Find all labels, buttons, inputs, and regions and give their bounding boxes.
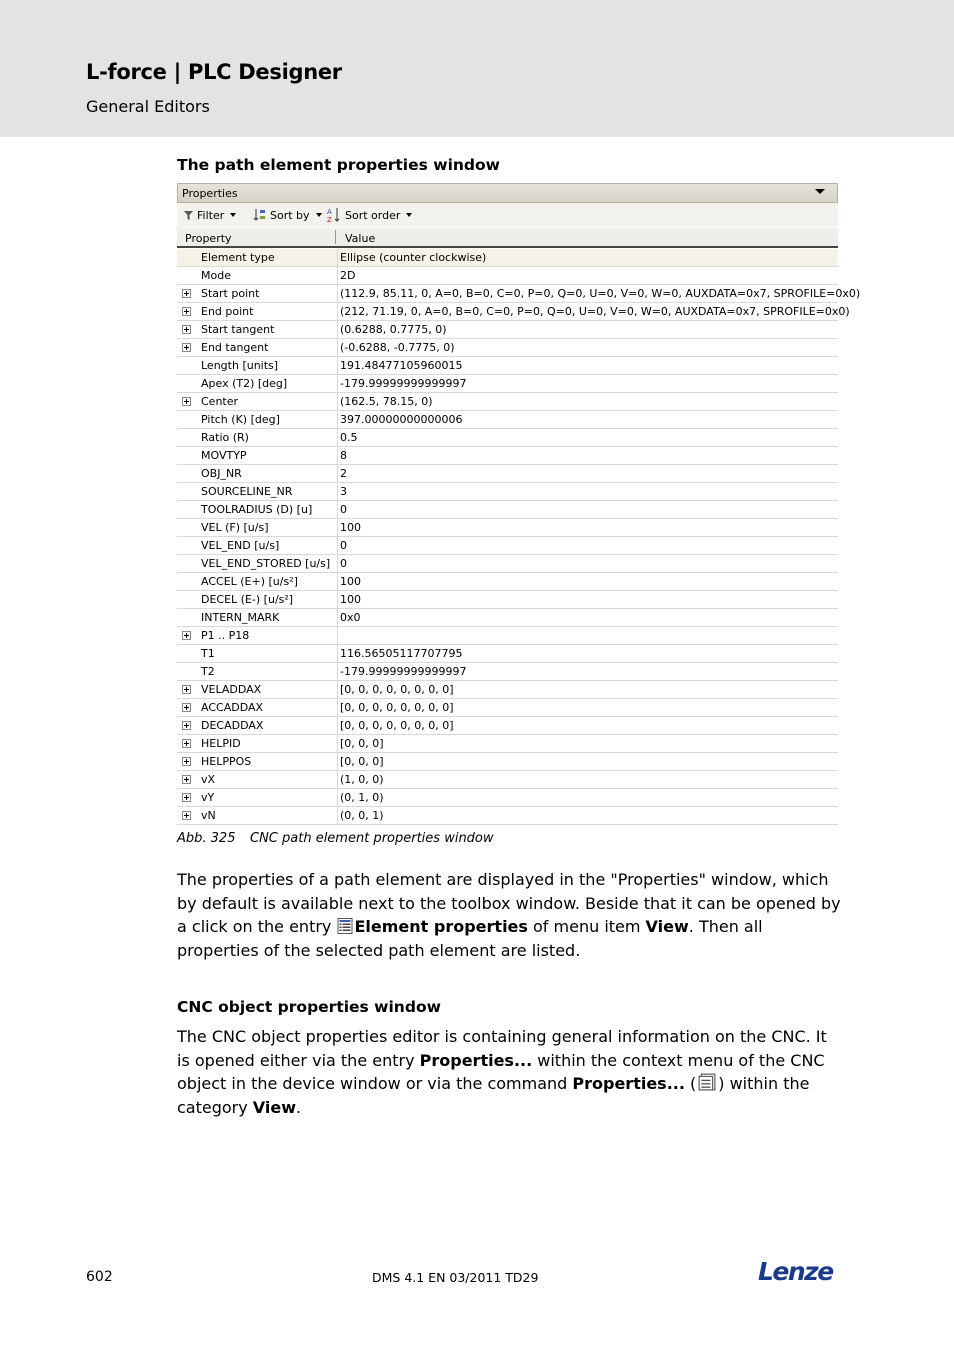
row-divider [337, 429, 338, 446]
sort-order-button[interactable] [326, 207, 412, 223]
property-name: Center [201, 395, 239, 408]
property-value[interactable]: (112.9, 85.11, 0, A=0, B=0, C=0, P=0, Q=0, U=0, V=0, W=0, AUXDATA=0x7, SPROFILE=0x0) [340, 287, 861, 300]
property-name: Mode [201, 269, 231, 282]
expand-icon[interactable] [182, 289, 191, 298]
property-value[interactable]: (0, 0, 1) [340, 809, 384, 822]
property-value[interactable]: 191.48477105960015 [340, 359, 463, 372]
property-value[interactable]: [0, 0, 0, 0, 0, 0, 0, 0] [340, 683, 454, 696]
filter-label: Filter [197, 208, 225, 222]
svg-text:Lenze: Lenze [758, 1257, 833, 1286]
property-value[interactable]: (0, 1, 0) [340, 791, 384, 804]
sort-order-label: Sort order [345, 208, 401, 222]
figure-caption [177, 831, 494, 846]
row-divider [337, 555, 338, 572]
caption-text: CNC path element properties window [250, 831, 494, 846]
paragraph-cnc-object [177, 1025, 842, 1119]
row-divider [337, 285, 338, 302]
property-row[interactable] [177, 699, 838, 717]
para1-bold-element-properties: Element properties [354, 917, 528, 936]
expand-icon[interactable] [182, 631, 191, 640]
property-name: vX [201, 773, 216, 786]
para2-bold-properties-1: Properties... [419, 1050, 533, 1070]
expand-icon[interactable] [182, 811, 191, 820]
property-value[interactable]: 0x0 [340, 611, 361, 624]
property-name: Length [units] [201, 359, 279, 372]
property-row[interactable] [177, 645, 838, 663]
para2-text-5: . [296, 1097, 302, 1117]
property-name: VELADDAX [201, 683, 262, 696]
column-header-row [177, 228, 838, 248]
expand-icon[interactable] [182, 793, 191, 802]
property-row[interactable] [177, 789, 838, 807]
property-name: ACCEL (E+) [u/s²] [201, 575, 298, 588]
property-row[interactable] [177, 375, 838, 393]
property-name: DECEL (E-) [u/s²] [201, 593, 294, 606]
property-name: Start tangent [201, 323, 275, 336]
expand-icon[interactable] [182, 721, 191, 730]
row-divider [337, 393, 338, 410]
dropdown-arrow-icon[interactable] [815, 189, 825, 194]
property-row[interactable] [177, 267, 838, 285]
row-divider [337, 699, 338, 716]
para1-text-2: of menu item [527, 917, 646, 936]
property-value[interactable]: -179.99999999999997 [340, 377, 467, 390]
property-row[interactable] [177, 807, 838, 825]
property-row[interactable] [177, 465, 838, 483]
property-row[interactable] [177, 411, 838, 429]
property-value[interactable]: [0, 0, 0] [340, 755, 384, 768]
property-value[interactable]: 8 [340, 449, 347, 462]
row-divider [337, 519, 338, 536]
property-name: Start point [201, 287, 260, 300]
property-row[interactable] [177, 663, 838, 681]
property-name: MOVTYP [201, 449, 247, 462]
property-name: SOURCELINE_NR [201, 485, 293, 498]
property-row[interactable] [177, 501, 838, 519]
para2-text-3: ( [684, 1074, 697, 1093]
expand-icon[interactable] [182, 703, 191, 712]
expand-icon[interactable] [182, 757, 191, 766]
properties-window [177, 183, 861, 823]
property-row[interactable] [177, 717, 838, 735]
document-title: L-force | PLC Designer [86, 60, 342, 84]
property-row[interactable] [177, 447, 838, 465]
properties-titlebar [177, 183, 838, 203]
row-divider [337, 753, 338, 770]
property-value[interactable]: (0.6288, 0.7775, 0) [340, 323, 447, 336]
property-row[interactable] [177, 303, 850, 321]
property-value[interactable]: 100 [340, 575, 361, 588]
header-band [0, 0, 954, 137]
property-value[interactable]: Ellipse (counter clockwise) [340, 251, 487, 264]
property-name: P1 .. P18 [201, 629, 250, 642]
property-row[interactable] [177, 519, 838, 537]
para2-bold-view: View [252, 1097, 297, 1117]
property-value[interactable]: 100 [340, 593, 361, 606]
property-value[interactable]: 2D [340, 269, 356, 282]
property-name: TOOLRADIUS (D) [u] [201, 503, 313, 516]
property-row[interactable] [177, 339, 838, 357]
property-value[interactable]: 3 [340, 485, 347, 498]
property-name: VEL_END [u/s] [201, 539, 280, 552]
property-name: T1 [201, 647, 215, 660]
property-name: End point [201, 305, 254, 318]
property-name: HELPPOS [201, 755, 252, 768]
row-divider [337, 807, 338, 824]
property-value[interactable]: 397.00000000000006 [340, 413, 463, 426]
svg-text:A: A [327, 208, 332, 216]
property-value[interactable]: 0 [340, 539, 347, 552]
property-value[interactable]: [0, 0, 0] [340, 737, 384, 750]
expand-icon[interactable] [182, 739, 191, 748]
expand-icon[interactable] [182, 397, 191, 406]
row-divider [337, 465, 338, 482]
property-row[interactable] [177, 285, 861, 303]
property-name: Apex (T2) [deg] [201, 377, 288, 390]
row-divider [337, 483, 338, 500]
property-name: Element type [201, 251, 275, 264]
sort-by-icon [253, 208, 267, 222]
row-divider [337, 717, 338, 734]
property-name: Ratio (R) [201, 431, 249, 444]
property-value[interactable]: -179.99999999999997 [340, 665, 467, 678]
expand-icon[interactable] [182, 307, 191, 316]
property-row[interactable] [177, 753, 838, 771]
paragraph-path-element [177, 868, 842, 962]
properties-toolbar [177, 203, 838, 227]
property-value[interactable]: (1, 0, 0) [340, 773, 384, 786]
property-value[interactable]: (162.5, 78.15, 0) [340, 395, 433, 408]
sort-order-icon [326, 207, 342, 223]
section-heading-path-element: The path element properties window [177, 156, 500, 174]
column-divider[interactable] [335, 230, 336, 244]
property-rows [177, 249, 861, 825]
property-row[interactable] [177, 429, 838, 447]
property-row[interactable] [177, 627, 838, 645]
property-name: Pitch (K) [deg] [201, 413, 280, 426]
property-row[interactable] [177, 537, 838, 555]
property-value[interactable]: [0, 0, 0, 0, 0, 0, 0, 0] [340, 719, 454, 732]
chevron-down-icon [316, 213, 322, 217]
property-row[interactable] [177, 393, 838, 411]
property-value[interactable]: [0, 0, 0, 0, 0, 0, 0, 0] [340, 701, 454, 714]
row-divider [337, 627, 338, 644]
property-row[interactable] [177, 249, 838, 267]
column-header-value[interactable]: Value [345, 232, 376, 245]
property-name: INTERN_MARK [201, 611, 280, 624]
row-divider [337, 501, 338, 518]
property-row[interactable] [177, 681, 838, 699]
para2-text-1: The CNC object properties editor is containing general information on the CNC. It is opened either via the entry [177, 1027, 827, 1070]
para1-bold-view: View [645, 917, 689, 936]
expand-icon[interactable] [182, 343, 191, 352]
row-divider [337, 609, 338, 626]
row-divider [337, 681, 338, 698]
property-name: OBJ_NR [201, 467, 242, 480]
row-divider [337, 339, 338, 356]
properties-icon [697, 1073, 717, 1091]
property-value[interactable]: 0.5 [340, 431, 358, 444]
chevron-down-icon [230, 213, 236, 217]
row-divider [337, 411, 338, 428]
row-divider [337, 591, 338, 608]
filter-button[interactable] [183, 207, 236, 223]
property-value[interactable]: 2 [340, 467, 347, 480]
expand-icon[interactable] [182, 685, 191, 694]
para1-text-1: The properties of a path element are displayed in the "Properties" window, which by default is available next to the toolbox window. Beside that it can be opened by a click on the entry [177, 870, 841, 936]
property-name: vN [201, 809, 216, 822]
row-divider [337, 447, 338, 464]
sort-by-button[interactable] [253, 207, 322, 223]
property-value[interactable]: (212, 71.19, 0, A=0, B=0, C=0, P=0, Q=0, U=0, V=0, W=0, AUXDATA=0x7, SPROFILE=0x0) [340, 305, 850, 318]
para2-text-4: ) within the category [177, 1074, 810, 1117]
property-value[interactable]: 116.56505117707795 [340, 647, 463, 660]
row-divider [337, 735, 338, 752]
property-row[interactable] [177, 483, 838, 501]
property-name: ACCADDAX [201, 701, 264, 714]
property-name: End tangent [201, 341, 269, 354]
para1-text-3: . Then all properties of the selected path element are listed. [177, 917, 763, 960]
property-value[interactable]: 0 [340, 557, 347, 570]
caption-number: Abb. 325 [177, 831, 236, 846]
page-number: 602 [86, 1269, 113, 1285]
document-subtitle: General Editors [86, 97, 210, 116]
column-header-property[interactable]: Property [185, 232, 232, 245]
row-divider [337, 303, 338, 320]
property-value[interactable]: 0 [340, 503, 347, 516]
property-row[interactable] [177, 555, 838, 573]
svg-text:Z: Z [327, 216, 332, 223]
row-divider [337, 645, 338, 662]
section-heading-cnc-object: CNC object properties window [177, 998, 441, 1016]
property-row[interactable] [177, 591, 838, 609]
row-divider [337, 789, 338, 806]
row-divider [337, 663, 338, 680]
element-properties-icon [337, 918, 353, 934]
row-divider [337, 267, 338, 284]
property-name: VEL_END_STORED [u/s] [201, 557, 331, 570]
property-name: T2 [201, 665, 215, 678]
filter-icon [183, 210, 194, 221]
property-value[interactable]: (-0.6288, -0.7775, 0) [340, 341, 455, 354]
property-row[interactable] [177, 573, 838, 591]
property-name: VEL (F) [u/s] [201, 521, 269, 534]
properties-title: Properties [182, 187, 238, 200]
expand-icon[interactable] [182, 775, 191, 784]
property-row[interactable] [177, 357, 838, 375]
sort-by-label: Sort by [270, 208, 310, 222]
para2-text-2: within the context menu of the CNC object in the device window or via the command [177, 1050, 825, 1093]
row-divider [337, 357, 338, 374]
chevron-down-icon [406, 213, 412, 217]
property-row[interactable] [177, 771, 838, 789]
row-divider [337, 375, 338, 392]
property-row[interactable] [177, 609, 838, 627]
property-row[interactable] [177, 735, 838, 753]
row-divider [337, 771, 338, 788]
row-divider [337, 573, 338, 590]
lenze-logo [758, 1256, 838, 1286]
expand-icon[interactable] [182, 325, 191, 334]
property-name: HELPID [201, 737, 241, 750]
row-divider [337, 321, 338, 338]
property-row[interactable] [177, 321, 838, 339]
para2-bold-properties-2: Properties... [572, 1074, 685, 1093]
property-name: DECADDAX [201, 719, 264, 732]
property-name: vY [201, 791, 215, 804]
row-divider [337, 537, 338, 554]
property-value[interactable]: 100 [340, 521, 361, 534]
document-id: DMS 4.1 EN 03/2011 TD29 [372, 1270, 539, 1285]
row-divider [337, 249, 338, 266]
